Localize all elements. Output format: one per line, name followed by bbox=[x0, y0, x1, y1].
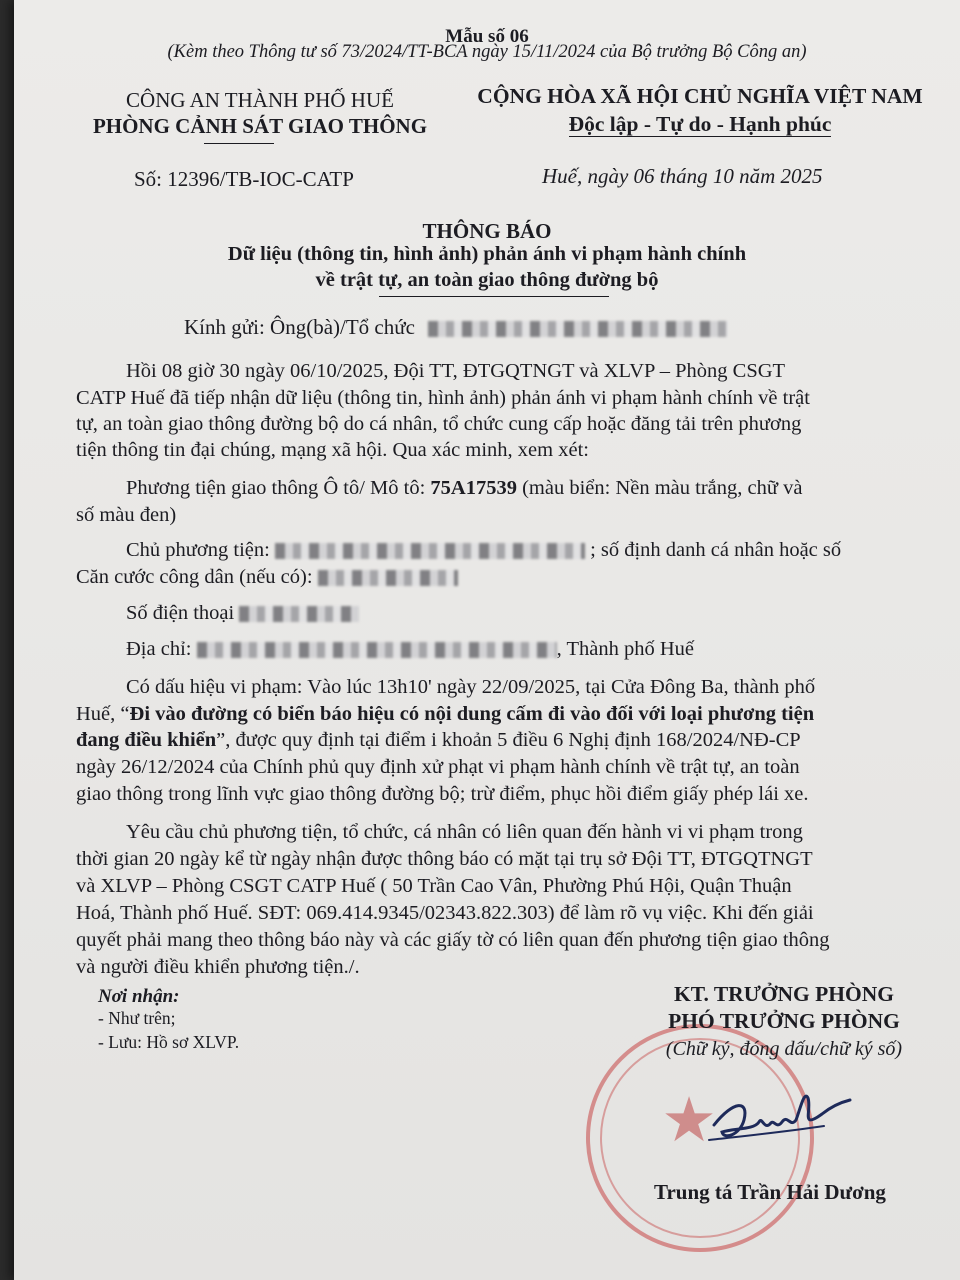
address-label: Địa chỉ: bbox=[126, 638, 192, 660]
issuing-department: PHÒNG CẢNH SÁT GIAO THÔNG bbox=[92, 114, 428, 138]
address-line bbox=[126, 636, 694, 662]
left-header-rule bbox=[204, 143, 274, 144]
stamp-star-icon: ★ bbox=[661, 1087, 717, 1155]
owner-line bbox=[126, 537, 841, 563]
request-line: quyết phải mang theo thông báo này và các giấy tờ có liên quan đến phương tiện giao thông bbox=[76, 929, 830, 951]
place-and-date: Huế, ngày 06 tháng 10 năm 2025 bbox=[542, 164, 823, 188]
document-page bbox=[14, 0, 960, 1280]
issuing-agency: CÔNG AN THÀNH PHỐ HUẾ bbox=[126, 88, 394, 112]
notice-subtitle-line2: về trật tự, an toàn giao thông đường bộ bbox=[315, 269, 659, 291]
signature-title-1: KT. TRƯỞNG PHÒNG bbox=[674, 982, 894, 1006]
violation-legal-basis: ”, được quy định tại điểm i khoản 5 điều 6 Nghị định 168/2024/NĐ-CP bbox=[216, 729, 801, 751]
violation-description: Đi vào đường có biển báo hiệu có nội dung cấm đi vào đối với loại phương tiện bbox=[129, 703, 815, 725]
redacted-phone bbox=[239, 606, 359, 622]
id-line bbox=[76, 564, 458, 590]
recipient-item: - Lưu: Hồ sơ XLVP. bbox=[98, 1032, 240, 1052]
vehicle-line bbox=[126, 475, 802, 501]
request-line: Yêu cầu chủ phương tiện, tổ chức, cá nhân có liên quan đến hành vi vi phạm trong bbox=[126, 821, 803, 843]
signer-name: Trung tá Trần Hải Dương bbox=[654, 1180, 886, 1204]
national-motto-text: Độc lập - Tự do - Hạnh phúc bbox=[568, 112, 832, 136]
violation-prefix: Huế, “ bbox=[76, 703, 130, 725]
signature-title-2: PHÓ TRƯỞNG PHÒNG bbox=[668, 1009, 900, 1033]
violation-description-cont: đang điều khiển bbox=[76, 729, 217, 751]
recipients-title: Nơi nhận: bbox=[98, 986, 180, 1007]
violation-line: giao thông trong lĩnh vực giao thông đường bộ; trừ điểm, phục hồi điểm giấy phép lái xe. bbox=[76, 783, 809, 805]
signature-note: (Chữ ký, đóng dấu/chữ ký số) bbox=[665, 1038, 903, 1060]
notice-title: THÔNG BÁO bbox=[422, 219, 552, 243]
national-motto bbox=[450, 112, 950, 137]
violation-line: ngày 26/12/2024 của Chính phủ quy định xử phạt vi phạm hành chính về trật tự, an toàn bbox=[76, 756, 800, 778]
notice-subtitle-line1: Dữ liệu (thông tin, hình ảnh) phản ánh vi phạm hành chính bbox=[227, 243, 747, 265]
redacted-id-number bbox=[318, 570, 458, 586]
redacted-recipient bbox=[428, 321, 728, 337]
paragraph-line: tiện thông tin đại chúng, mạng xã hội. Qua xác minh, xem xét: bbox=[76, 439, 589, 461]
form-number: Mẫu số 06 bbox=[445, 26, 529, 47]
owner-id-label-cont: Căn cước công dân (nếu có): bbox=[76, 566, 313, 588]
request-line: thời gian 20 ngày kể từ ngày nhận được thông báo có mặt tại trụ sở Đội TT, ĐTGQTNGT bbox=[76, 848, 813, 870]
request-line: Hoá, Thành phố Huế. SĐT: 069.414.9345/02343.822.303) để làm rõ vụ việc. Khi đến giải bbox=[76, 902, 814, 924]
owner-id-label: ; số định danh cá nhân hoặc số bbox=[590, 539, 842, 561]
paragraph-line: tự, an toàn giao thông đường bộ do cá nhân, tổ chức cung cấp hoặc đăng tải trên phương bbox=[76, 413, 802, 435]
handwritten-signature bbox=[704, 1080, 854, 1160]
phone-label: Số điện thoại bbox=[126, 602, 235, 624]
document-number: Số: 12396/TB-IOC-CATP bbox=[134, 167, 354, 191]
country-name: CỘNG HÒA XÃ HỘI CHỦ NGHĨA VIỆT NAM bbox=[477, 84, 923, 108]
salutation bbox=[184, 315, 728, 340]
license-plate: 75A17539 bbox=[430, 477, 517, 499]
paragraph-line: CATP Huế đã tiếp nhận dữ liệu (thông tin, hình ảnh) phản ánh vi phạm hành chính về trật bbox=[76, 387, 810, 409]
form-reference: (Kèm theo Thông tư số 73/2024/TT-BCA ngày 15/11/2024 của Bộ trưởng Bộ Công an) bbox=[167, 42, 807, 62]
request-line: và người điều khiển phương tiện./. bbox=[76, 956, 360, 978]
plate-description: (màu biển: Nền màu trắng, chữ và bbox=[516, 477, 803, 499]
paragraph-line: Hồi 08 giờ 30 ngày 06/10/2025, Đội TT, ĐTGQTNGT và XLVP – Phòng CSGT bbox=[126, 360, 786, 382]
plate-description-cont: số màu đen) bbox=[76, 504, 177, 526]
address-suffix: , Thành phố Huế bbox=[556, 638, 694, 660]
phone-line bbox=[126, 600, 359, 626]
salutation-label: Kính gửi: Ông(bà)/Tổ chức bbox=[184, 315, 415, 339]
recipient-item: - Như trên; bbox=[98, 1008, 176, 1028]
request-line: và XLVP – Phòng CSGT CATP Huế ( 50 Trần Cao Vân, Phường Phú Hội, Quận Thuận bbox=[76, 875, 792, 897]
redacted-owner-name bbox=[275, 543, 585, 559]
title-rule bbox=[379, 296, 609, 297]
violation-line bbox=[76, 727, 801, 753]
vehicle-label: Phương tiện giao thông Ô tô/ Mô tô: bbox=[126, 477, 431, 499]
owner-label: Chủ phương tiện: bbox=[126, 539, 270, 561]
violation-line: Có dấu hiệu vi phạm: Vào lúc 13h10' ngày 22/09/2025, tại Cửa Đông Ba, thành phố bbox=[126, 676, 816, 698]
redacted-address bbox=[197, 642, 557, 658]
violation-line bbox=[76, 701, 814, 727]
